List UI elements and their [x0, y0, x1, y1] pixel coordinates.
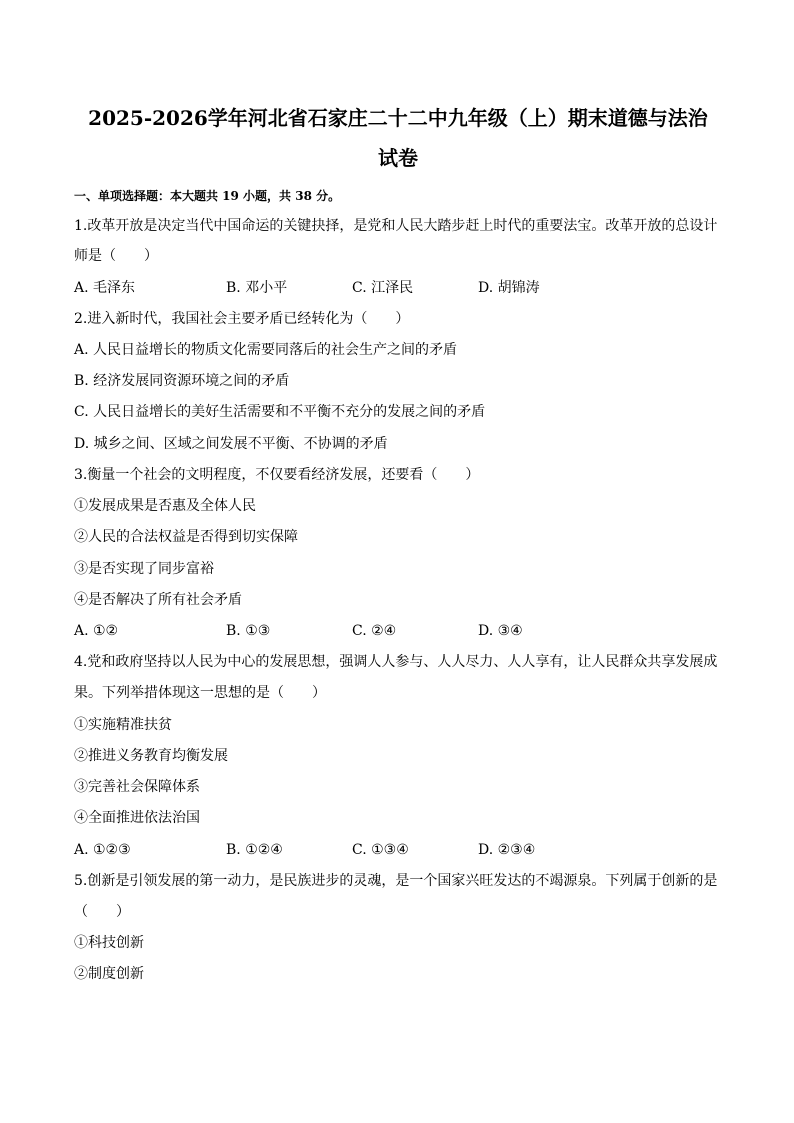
question-4-item-3: ③完善社会保障体系	[74, 779, 200, 795]
question-3-option-c: C. ②④	[352, 623, 397, 639]
question-3-option-d: D. ③④	[478, 623, 523, 639]
question-3-item-4: ④是否解决了所有社会矛盾	[74, 592, 242, 608]
section-heading: 一、单项选择题：本大题共 19 小题，共 38 分。	[74, 189, 341, 203]
question-2-option-d: D. 城乡之间、区域之间发展不平衡、不协调的矛盾	[74, 436, 388, 452]
question-4-option-d: D. ②③④	[478, 842, 536, 858]
question-1-options	[74, 278, 722, 298]
question-1-stem-line2: 师是（ ）	[74, 248, 158, 264]
question-3-option-a: A. ①②	[74, 623, 119, 639]
question-1-stem-line1: 1.改革开放是决定当代中国命运的关键抉择，是党和人民大踏步赶上时代的重要法宝。改革开放的总设计	[74, 218, 718, 234]
question-4-stem-line2: 果。下列举措体现这一思想的是（ ）	[74, 685, 326, 701]
question-4-option-b: B. ①②④	[226, 842, 283, 858]
question-3-item-1: ①发展成果是否惠及全体人民	[74, 498, 256, 514]
question-2-option-c: C. 人民日益增长的美好生活需要和不平衡不充分的发展之间的矛盾	[74, 404, 486, 420]
question-3-option-b: B. ①③	[226, 623, 271, 639]
question-4-options	[74, 840, 722, 860]
question-4-item-4: ④全面推进依法治国	[74, 810, 200, 826]
exam-title-line2: 试卷	[378, 146, 418, 170]
question-5-item-1: ①科技创新	[74, 935, 144, 951]
question-3-item-2: ②人民的合法权益是否得到切实保障	[74, 529, 298, 545]
question-1-option-c: C. 江泽民	[352, 280, 414, 296]
question-4-item-2: ②推进义务教育均衡发展	[74, 748, 228, 764]
question-4-stem-line1: 4.党和政府坚持以人民为中心的发展思想，强调人人参与、人人尽力、人人享有，让人民群众共享发展成	[74, 654, 718, 670]
question-5-stem-line2: （ ）	[74, 904, 130, 920]
question-1-option-b: B. 邓小平	[226, 280, 288, 296]
question-3-item-3: ③是否实现了同步富裕	[74, 561, 214, 577]
question-2-option-b: B. 经济发展同资源环境之间的矛盾	[74, 373, 290, 389]
question-5-item-2: ②制度创新	[74, 966, 144, 982]
exam-title-line1: 2025-2026学年河北省石家庄二十二中九年级（上）期末道德与法治	[88, 106, 708, 130]
question-4-option-a: A. ①②③	[74, 842, 131, 858]
question-4-item-1: ①实施精准扶贫	[74, 717, 172, 733]
question-3-options	[74, 621, 722, 641]
question-2-option-a: A. 人民日益增长的物质文化需要同落后的社会生产之间的矛盾	[74, 342, 458, 358]
question-2-stem: 2.进入新时代，我国社会主要矛盾已经转化为（ ）	[74, 311, 410, 327]
question-1-option-d: D. 胡锦涛	[478, 280, 540, 296]
question-3-stem: 3.衡量一个社会的文明程度，不仅要看经济发展，还要看（ ）	[74, 467, 480, 483]
question-1-option-a: A. 毛泽东	[74, 280, 136, 296]
question-4-option-c: C. ①③④	[352, 842, 409, 858]
question-5-stem-line1: 5.创新是引领发展的第一动力，是民族进步的灵魂，是一个国家兴旺发达的不竭源泉。下列属于创新的是	[74, 873, 718, 889]
